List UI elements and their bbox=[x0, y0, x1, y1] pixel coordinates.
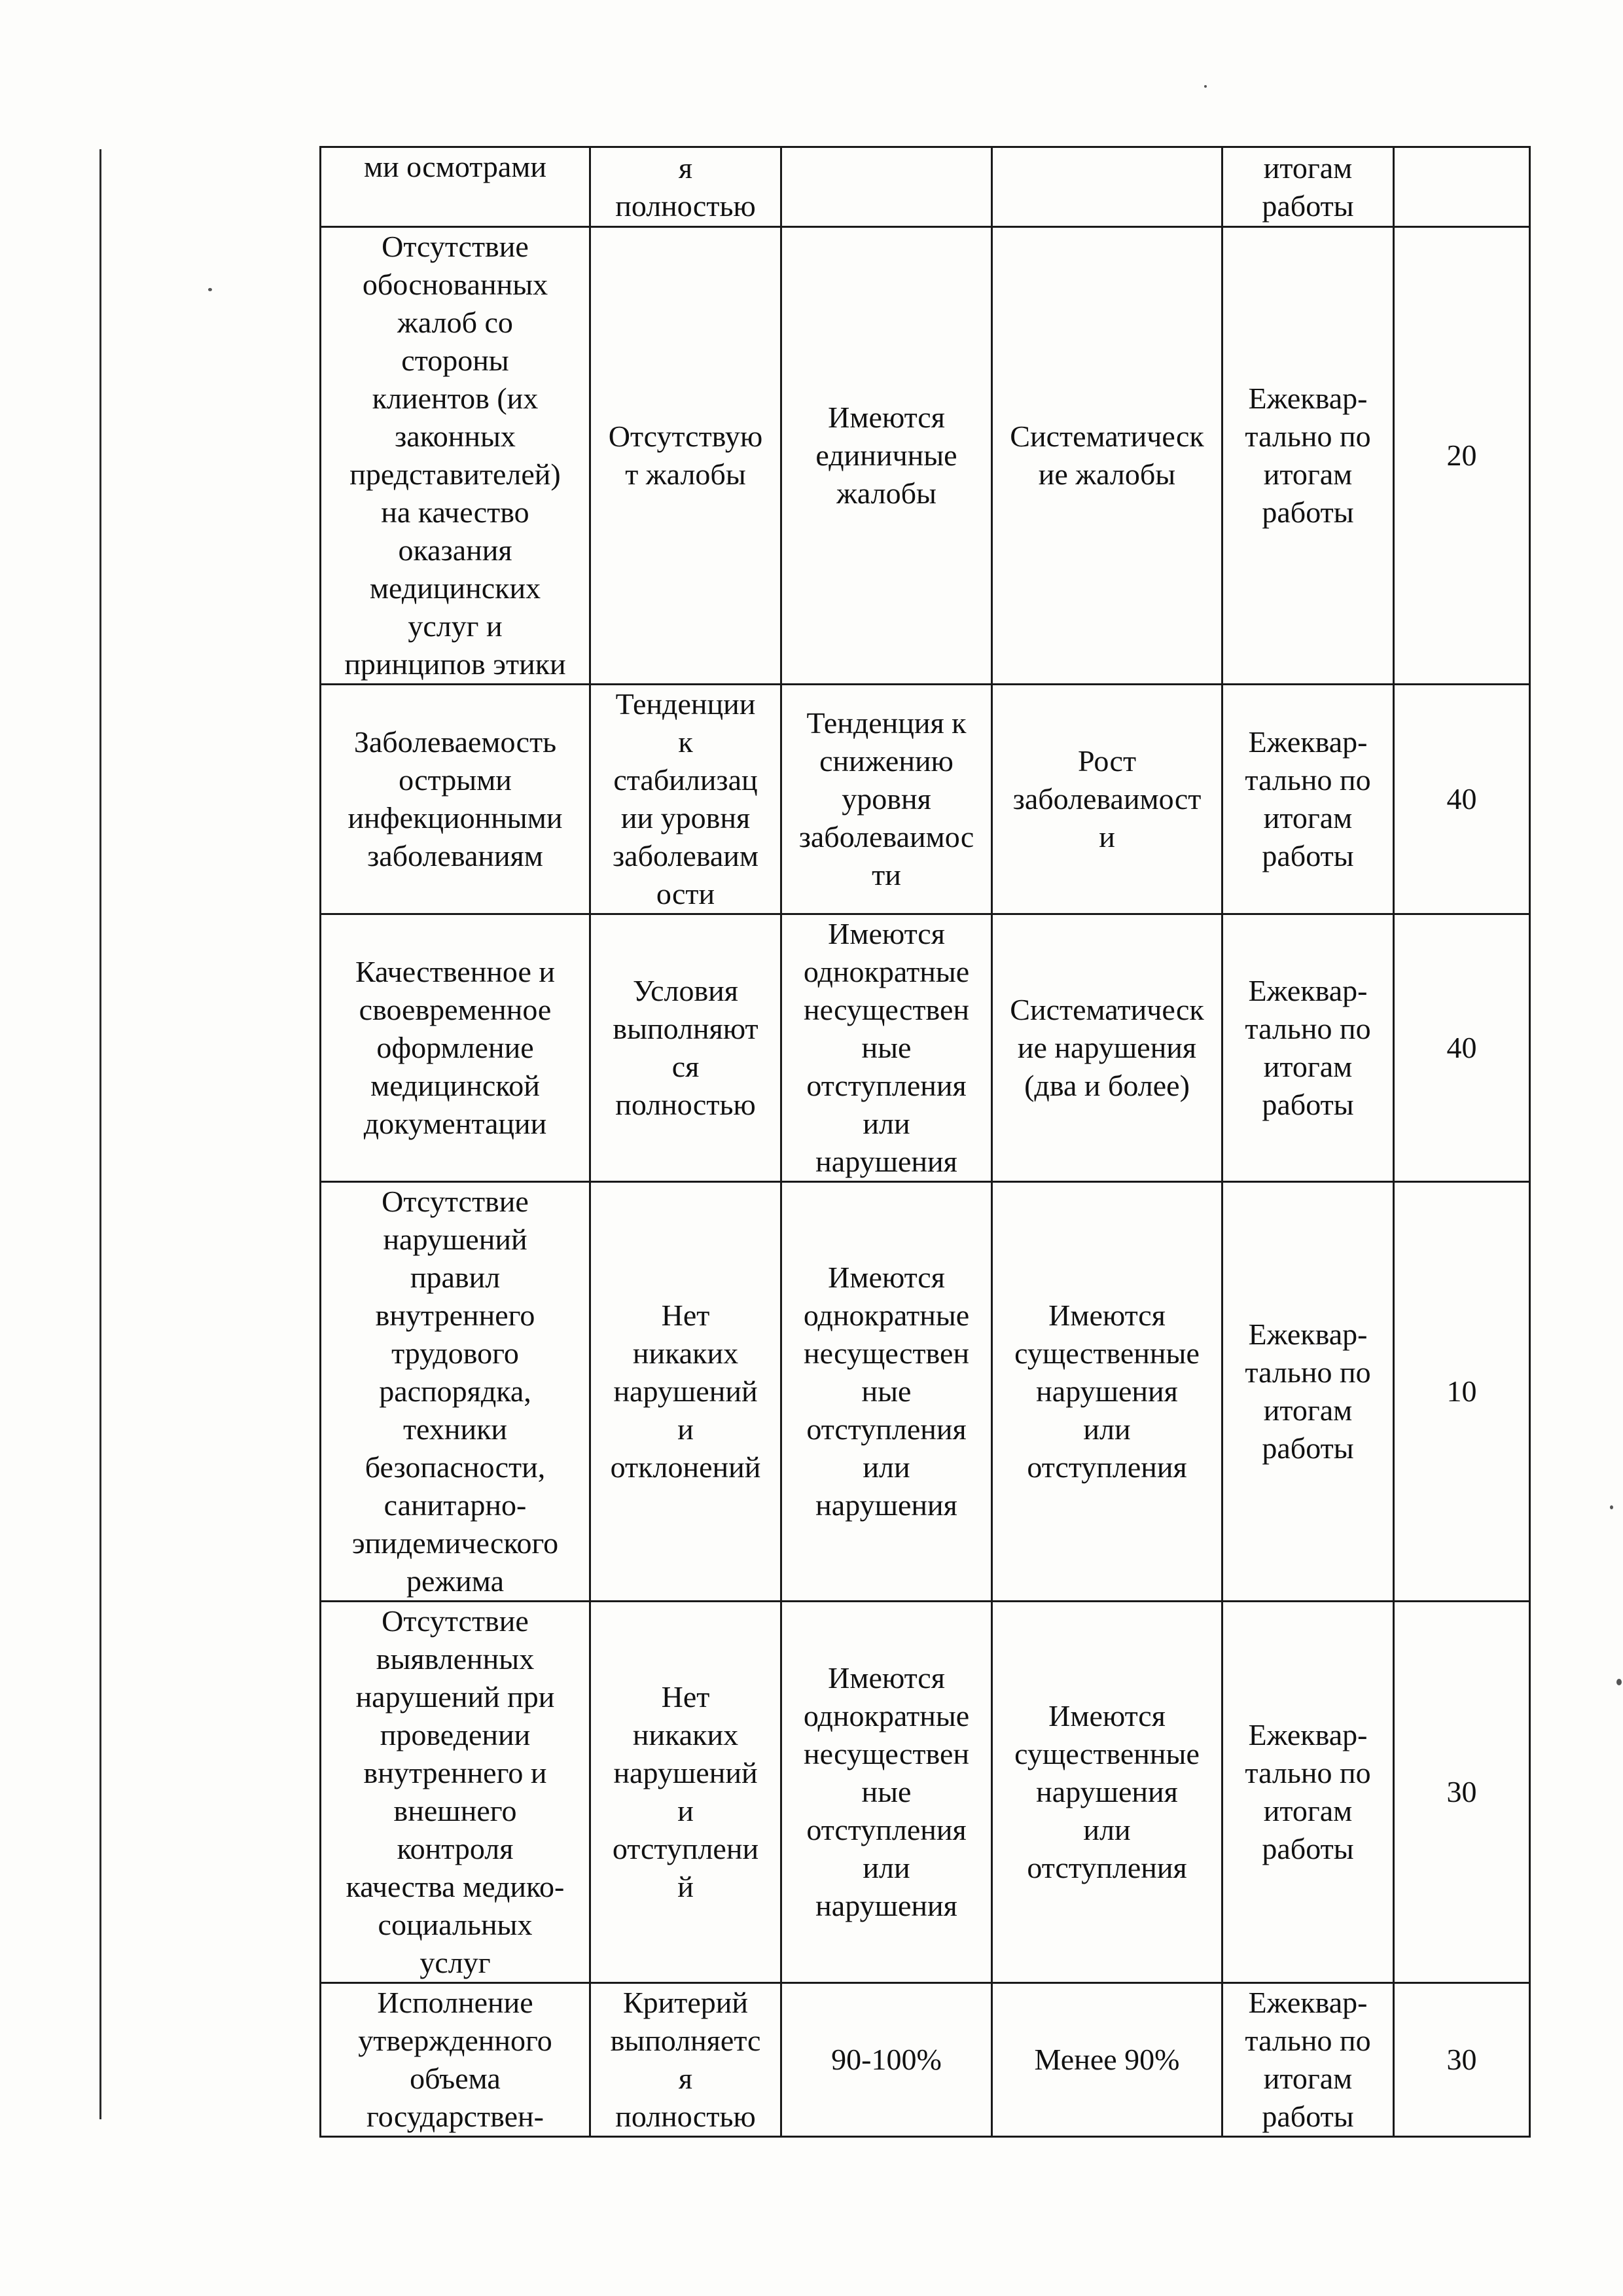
excellent-cell: Тенденции к стабилизац ии уровня заболеваим ости bbox=[590, 685, 781, 914]
points-cell: 30 bbox=[1394, 1983, 1530, 2137]
partial-cell: Имеются однократные несуществен ные отступления или нарушения bbox=[781, 1602, 992, 1983]
poor-cell: Систематическ ие нарушения (два и более) bbox=[992, 914, 1222, 1182]
points-cell: 40 bbox=[1394, 685, 1530, 914]
period-cell: Ежеквар- тально по итогам работы bbox=[1222, 227, 1394, 685]
poor-cell bbox=[992, 147, 1222, 227]
criterion-cell: Отсутствие нарушений правил внутреннего трудового распорядка, техники безопасности, санитарно- эпидемического режима bbox=[321, 1182, 590, 1602]
excellent-cell: я полностью bbox=[590, 147, 781, 227]
period-cell: Ежеквар- тально по итогам работы bbox=[1222, 1182, 1394, 1602]
scan-speck bbox=[1204, 85, 1207, 88]
scan-speck bbox=[208, 288, 212, 291]
poor-cell: Менее 90% bbox=[992, 1983, 1222, 2137]
points-cell: 10 bbox=[1394, 1182, 1530, 1602]
table-row bbox=[321, 1602, 1530, 1983]
points-cell: 20 bbox=[1394, 227, 1530, 685]
table-row bbox=[321, 914, 1530, 1182]
table-row bbox=[321, 1182, 1530, 1602]
partial-cell: Тенденция к снижению уровня заболеваимос ти bbox=[781, 685, 992, 914]
poor-cell: Имеются существенные нарушения или отступления bbox=[992, 1602, 1222, 1983]
criterion-cell: Исполнение утвержденного объема государствен- bbox=[321, 1983, 590, 2137]
criterion-cell: Отсутствие выявленных нарушений при проведении внутреннего и внешнего контроля качества медико- социальных услуг bbox=[321, 1602, 590, 1983]
excellent-cell: Нет никаких нарушений и отступлени й bbox=[590, 1602, 781, 1983]
poor-cell: Рост заболеваимост и bbox=[992, 685, 1222, 914]
table-row bbox=[321, 1983, 1530, 2137]
table-row bbox=[321, 147, 1530, 227]
period-cell: Ежеквар- тально по итогам работы bbox=[1222, 914, 1394, 1182]
left-margin-line bbox=[99, 149, 101, 2119]
criterion-cell: Отсутствие обоснованных жалоб со стороны клиентов (их законных представителей) на качество оказания медицинских услуг и принципов этики bbox=[321, 227, 590, 685]
partial-cell: Имеются однократные несуществен ные отступления или нарушения bbox=[781, 1182, 992, 1602]
poor-cell: Имеются существенные нарушения или отступления bbox=[992, 1182, 1222, 1602]
criterion-cell: ми осмотрами bbox=[321, 147, 590, 227]
partial-cell bbox=[781, 147, 992, 227]
criterion-cell: Качественное и своевременное оформление медицинской документации bbox=[321, 914, 590, 1182]
partial-cell: Имеются однократные несуществен ные отступления или нарушения bbox=[781, 914, 992, 1182]
table-row bbox=[321, 685, 1530, 914]
points-cell bbox=[1394, 147, 1530, 227]
points-cell: 30 bbox=[1394, 1602, 1530, 1983]
scan-speck bbox=[1616, 1679, 1622, 1685]
period-cell: Ежеквар- тально по итогам работы bbox=[1222, 685, 1394, 914]
scan-speck bbox=[1610, 1505, 1613, 1509]
period-cell: Ежеквар- тально по итогам работы bbox=[1222, 1602, 1394, 1983]
poor-cell: Систематическ ие жалобы bbox=[992, 227, 1222, 685]
excellent-cell: Условия выполняют ся полностью bbox=[590, 914, 781, 1182]
period-cell: итогам работы bbox=[1222, 147, 1394, 227]
criterion-cell: Заболеваемость острыми инфекционными заболеваниям bbox=[321, 685, 590, 914]
partial-cell: Имеются единичные жалобы bbox=[781, 227, 992, 685]
points-cell: 40 bbox=[1394, 914, 1530, 1182]
excellent-cell: Нет никаких нарушений и отклонений bbox=[590, 1182, 781, 1602]
table-row bbox=[321, 227, 1530, 685]
criteria-table bbox=[319, 146, 1531, 2138]
excellent-cell: Отсутствую т жалобы bbox=[590, 227, 781, 685]
partial-cell: 90-100% bbox=[781, 1983, 992, 2137]
excellent-cell: Критерий выполняетс я полностью bbox=[590, 1983, 781, 2137]
period-cell: Ежеквар- тально по итогам работы bbox=[1222, 1983, 1394, 2137]
